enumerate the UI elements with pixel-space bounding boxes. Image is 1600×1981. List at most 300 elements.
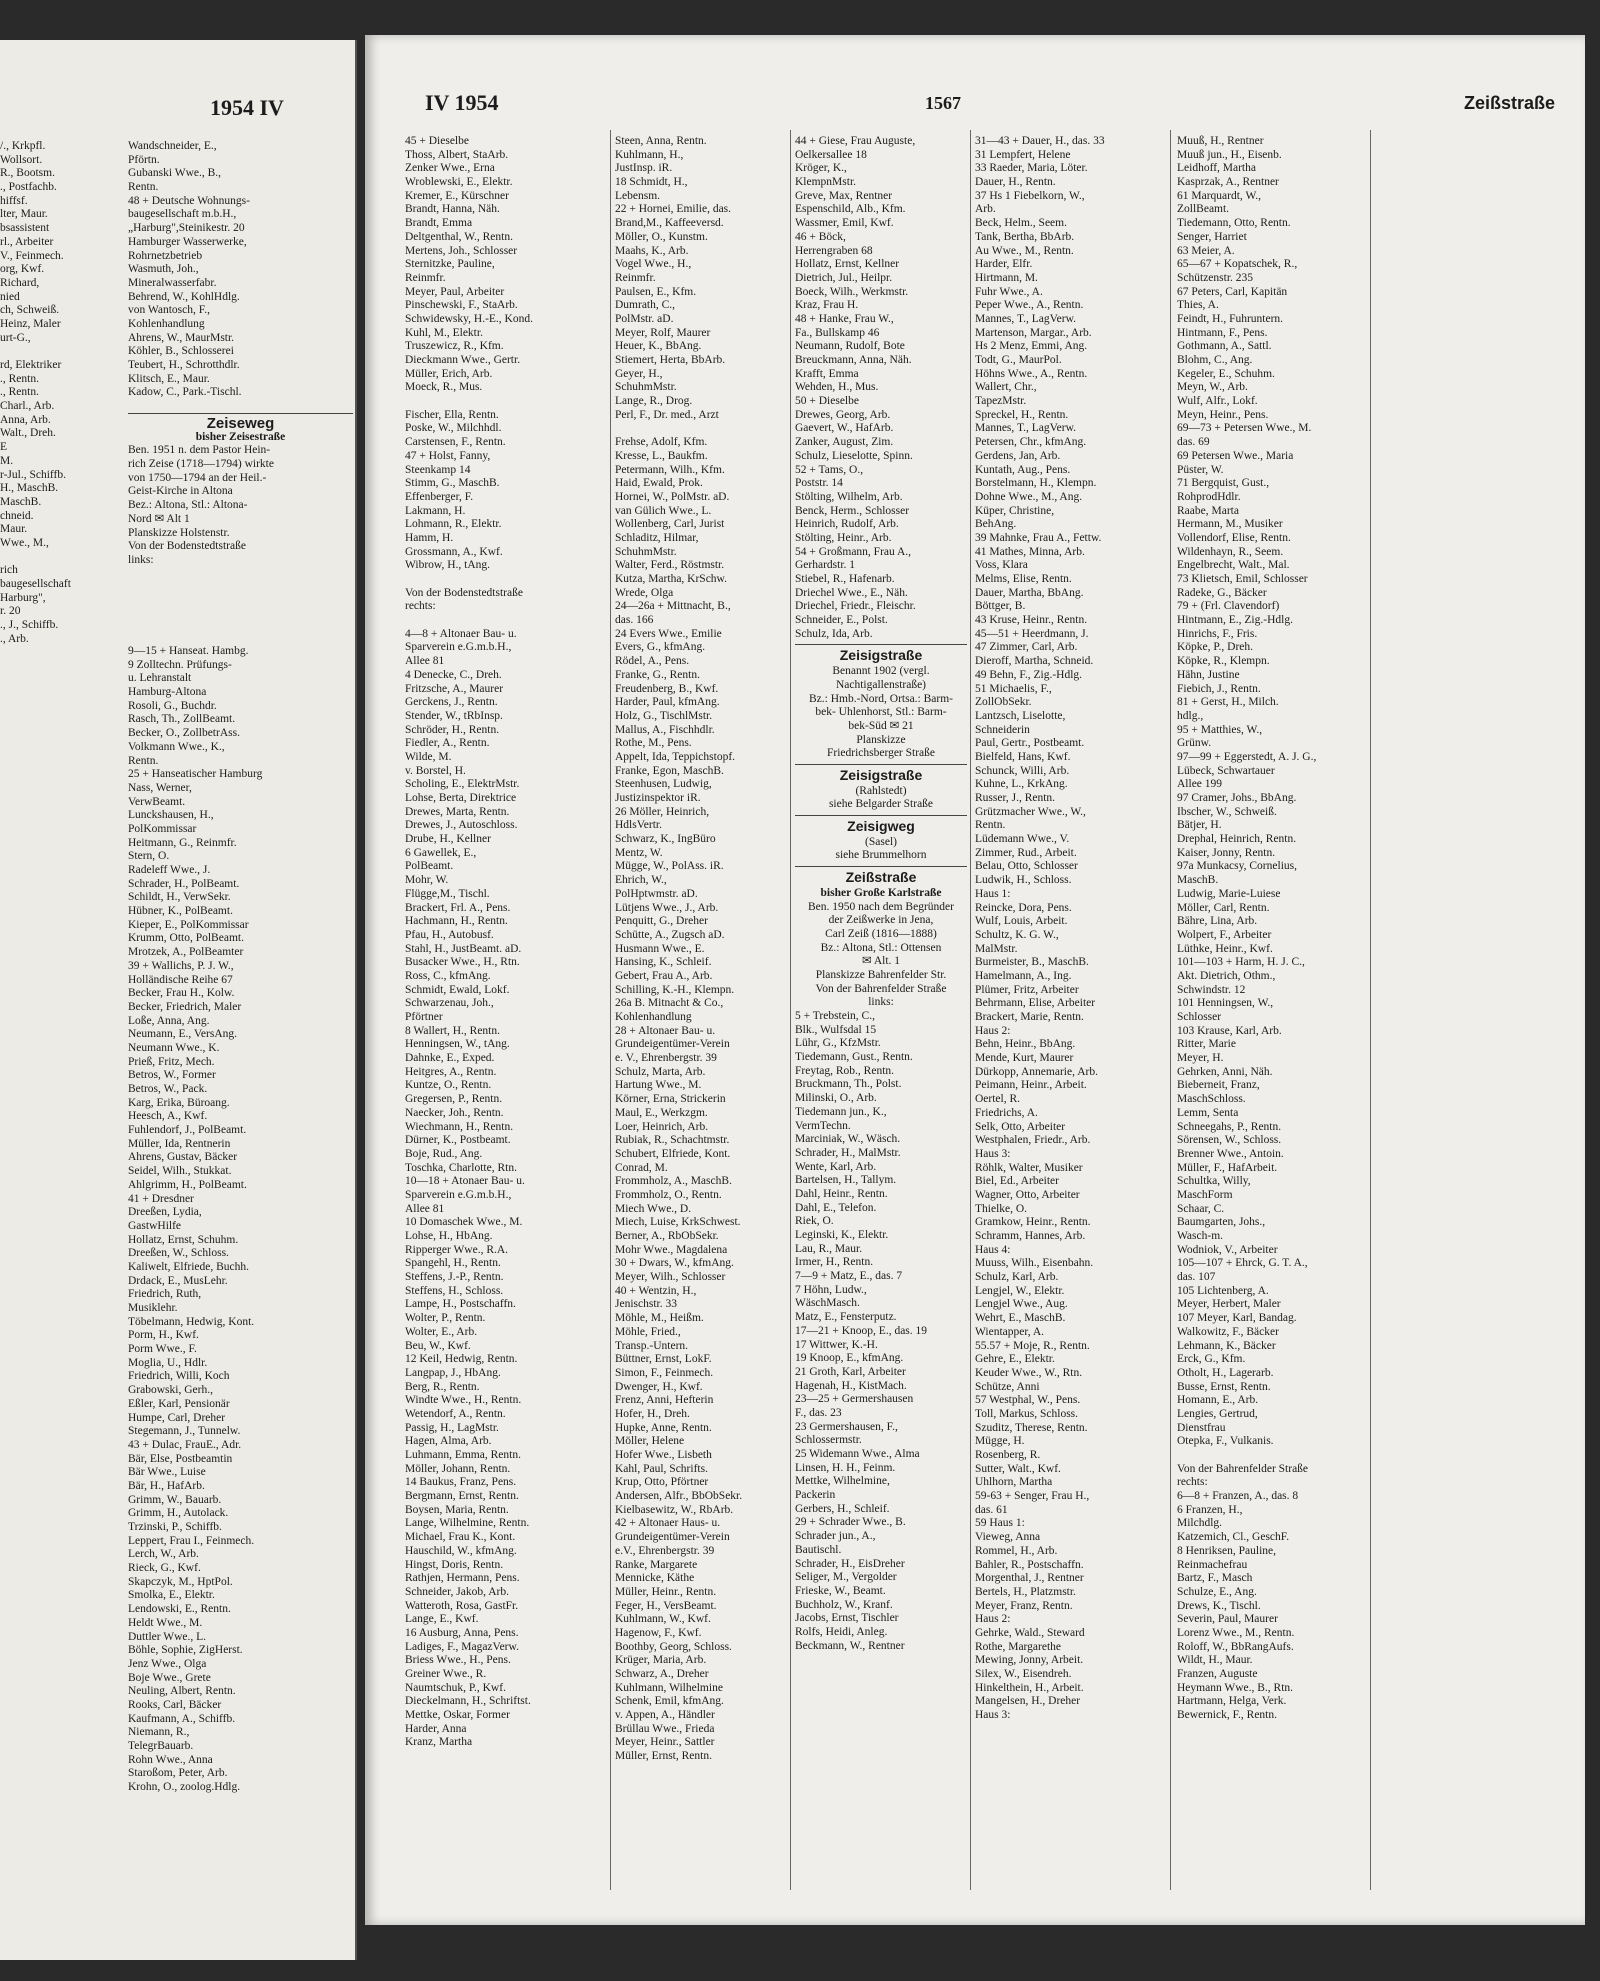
directory-line: Belau, Otto, Schlosser xyxy=(975,860,1078,873)
directory-line: Haus 2: xyxy=(975,1024,1011,1037)
directory-line: Breuckmann, Anna, Näh. xyxy=(795,354,912,366)
directory-line: Frieske, W., Beamt. xyxy=(795,1584,886,1597)
directory-line: Conrad, M. xyxy=(615,1161,668,1174)
directory-line: Dahl, Heinr., Rentn. xyxy=(795,1187,888,1200)
directory-line: Rommel, H., Arb. xyxy=(975,1544,1058,1557)
directory-line: Lühr, G., KfzMstr. xyxy=(795,1037,881,1050)
directory-line: Akt. Dietrich, Othm., xyxy=(1177,969,1276,982)
directory-line: Klitsch, E., Maur. xyxy=(128,372,210,385)
directory-line: Brandt, Emma xyxy=(405,217,473,230)
directory-line: Brandt, Hanna, Näh. xyxy=(405,203,500,216)
directory-line: Lohse, Berta, Direktrice xyxy=(405,792,517,804)
directory-line: Pinschewski, F., StaArb. xyxy=(405,299,518,312)
directory-line: Bz.: Hmb.-Nord, Ortsa.: Barm- xyxy=(808,692,954,705)
directory-line: Müller, Erich, Arb. xyxy=(405,367,493,380)
directory-line: Freytag, Rob., Rentn. xyxy=(795,1064,895,1077)
directory-line: 43 Kruse, Heinr., Rentn. xyxy=(975,614,1088,627)
directory-line: Meyer, Franz, Rentn. xyxy=(975,1599,1073,1612)
directory-line: Bieberneit, Franz, xyxy=(1177,1079,1260,1092)
directory-line: 45 + Dieselbe xyxy=(405,135,469,147)
directory-line: 43 + Dulac, FrauE., Adr. xyxy=(128,1438,242,1451)
directory-line: Seliger, M., Vergolder xyxy=(795,1571,897,1584)
directory-line: Maahs, K., Arb. xyxy=(615,244,689,257)
directory-line: 10 Domaschek Wwe., M. xyxy=(405,1216,523,1229)
directory-line: Wehden, H., Mus. xyxy=(795,381,879,394)
directory-line: Schneiderin xyxy=(975,723,1030,736)
directory-line: Frenz, Anni, Hefterin xyxy=(615,1394,714,1407)
directory-line: Reincke, Dora, Pens. xyxy=(975,901,1072,914)
directory-line: 7—9 + Matz, E., das. 7 xyxy=(795,1270,903,1283)
directory-line: v. Appen, A., Händler xyxy=(615,1709,715,1722)
directory-line: Kraz, Frau H. xyxy=(795,299,859,312)
directory-line: 57 Westphal, W., Pens. xyxy=(975,1394,1081,1407)
directory-line: Krohn, O., zoolog.Hdlg. xyxy=(128,1781,241,1794)
directory-line: Krup, Otto, Pförtner xyxy=(615,1476,709,1489)
directory-line: Greve, Max, Rentner xyxy=(795,189,893,202)
directory-line: „Harburg",Steinikestr. 20 xyxy=(128,222,245,235)
directory-line: Steenhusen, Ludwig, xyxy=(615,778,712,791)
directory-line: Hübner, K., PolBeamt. xyxy=(128,905,233,918)
directory-line: Wientapper, A. xyxy=(975,1325,1045,1338)
directory-line: Mügge, H. xyxy=(975,1435,1025,1448)
directory-line: Hermann, M., Musiker xyxy=(1177,518,1283,531)
directory-line: Hofer, H., Dreh. xyxy=(615,1407,690,1420)
directory-line: Radeleff Wwe., J. xyxy=(128,864,211,876)
directory-line: PolKommissar xyxy=(128,822,197,835)
directory-line: Katzemich, Cl., GeschF. xyxy=(1177,1531,1290,1544)
directory-line: 18 Schmidt, H., xyxy=(615,176,688,189)
directory-line: Müller, Ida, Rentnerin xyxy=(128,1137,231,1150)
directory-line: Boysen, Maria, Rentn. xyxy=(405,1503,509,1516)
directory-line: Lange, Wilhelmine, Rentn. xyxy=(405,1517,530,1530)
directory-line: Blohm, C., Ang. xyxy=(1177,354,1253,366)
directory-line: Gerbers, H., Schleif. xyxy=(795,1502,890,1515)
left-page-header: 1954 IV xyxy=(210,95,284,120)
directory-line: Dreeßen, Lydia, xyxy=(128,1206,202,1219)
directory-line: Wulf, Louis, Arbeit. xyxy=(975,915,1068,928)
directory-line: das. 166 xyxy=(615,614,654,627)
directory-line: bek- Uhlenhorst, Stl.: Barm- xyxy=(815,706,947,719)
directory-line: Frehse, Adolf, Kfm. xyxy=(615,436,708,449)
directory-line: Schwarzenau, Joh., xyxy=(405,997,494,1010)
directory-line: e. V., Ehrenbergstr. 39 xyxy=(615,1052,717,1065)
directory-line: Seidel, Wilh., Stukkat. xyxy=(128,1165,232,1178)
directory-line: e.V., Ehrenbergstr. 39 xyxy=(615,1544,715,1557)
directory-line: Von der Bodenstedtstraße xyxy=(128,540,246,553)
directory-line: Reinmfr. xyxy=(405,271,446,284)
directory-line: Wibrow, H., tAng. xyxy=(405,559,491,572)
directory-line: Herrengraben 68 xyxy=(795,244,873,257)
directory-line: Frommholz, O., Rentn. xyxy=(615,1188,722,1201)
directory-line: Hupke, Anne, Rentn. xyxy=(615,1421,712,1434)
directory-line: Silex, W., Eisendreh. xyxy=(975,1668,1072,1680)
directory-line: Fiedler, A., Rentn. xyxy=(405,737,490,750)
directory-line: Mohr Wwe., Magdalena xyxy=(615,1243,728,1256)
directory-line: Wildenhayn, R., Seem. xyxy=(1177,545,1284,558)
directory-line: Dieckmann Wwe., Gertr. xyxy=(405,354,521,366)
directory-line: Senger, Harriet xyxy=(1177,230,1247,243)
directory-line: 24 Evers Wwe., Emilie xyxy=(615,627,722,640)
directory-line: 8 Wallert, H., Rentn. xyxy=(405,1024,500,1037)
directory-line: Möhle, M., Heißm. xyxy=(615,1312,704,1325)
directory-line: Köpke, P., Dreh. xyxy=(1177,641,1254,654)
directory-line: Hollatz, Ernst, Schuhm. xyxy=(128,1233,239,1246)
directory-line: Möller, Helene xyxy=(615,1435,685,1448)
directory-line: Trzinski, P., Schiffb. xyxy=(128,1521,222,1533)
directory-line: Duttler Wwe., L. xyxy=(128,1630,207,1643)
zeiseweg-lines xyxy=(128,444,353,567)
directory-line: 9—15 + Hanseat. Hambg. xyxy=(128,645,249,657)
column-rule xyxy=(610,130,611,1890)
directory-line: Lüdemann Wwe., V. xyxy=(975,833,1070,846)
directory-line: Dohne Wwe., M., Ang. xyxy=(975,490,1083,503)
directory-line: SchuhmMstr. xyxy=(615,381,677,394)
directory-line: Husmann Wwe., E. xyxy=(615,942,705,955)
directory-line: Dürkopp, Annemarie, Arb. xyxy=(975,1065,1098,1078)
directory-line: Schunck, Willi, Arb. xyxy=(975,764,1070,777)
directory-line: Bruckmann, Th., Polst. xyxy=(795,1078,902,1091)
directory-line: Muuss, Wilh., Eisenbahn. xyxy=(975,1257,1094,1270)
directory-line: Ripperger Wwe., R.A. xyxy=(405,1243,509,1256)
directory-line: Müller, Heinr., Rentn. xyxy=(615,1585,717,1598)
directory-line: Maur. xyxy=(0,523,28,536)
directory-line: Humpe, Carl, Dreher xyxy=(128,1411,226,1424)
directory-line: Langpap, J., HbAng. xyxy=(405,1366,501,1379)
directory-line: Rödel, A., Pens. xyxy=(615,655,690,668)
directory-line: Reinmachefrau xyxy=(1177,1558,1248,1571)
directory-line: Ritter, Marie xyxy=(1177,1038,1236,1051)
left-column-b xyxy=(128,140,353,400)
directory-line: 19 Knoop, E., kfmAng. xyxy=(795,1352,904,1365)
directory-line: Meyer, Heinr., Sattler xyxy=(615,1736,715,1749)
zeisigstrasse-title: Zeisigstraße xyxy=(839,647,923,664)
directory-line: Rentn. xyxy=(975,819,1006,832)
zeissstrasse-lines xyxy=(795,901,967,1011)
directory-line: Greiner Wwe., R. xyxy=(405,1668,487,1680)
directory-line: Franke, G., Rentn. xyxy=(615,668,700,681)
directory-line: Vieweg, Anna xyxy=(975,1531,1041,1544)
directory-line: hiffsf. xyxy=(0,194,28,207)
directory-line: 6 Gawellek, E., xyxy=(405,846,477,859)
directory-line: Packerin xyxy=(795,1489,836,1502)
directory-line: Busacker Wwe., H., Rtn. xyxy=(405,956,520,969)
directory-line: F., das. 23 xyxy=(795,1406,842,1419)
directory-line: 107 Meyer, Karl, Bandag. xyxy=(1177,1312,1297,1325)
directory-line: Kohlenhandlung xyxy=(128,317,205,330)
directory-line: Schulz, Lieselotte, Spinn. xyxy=(795,449,913,462)
directory-line: Severin, Paul, Maurer xyxy=(1177,1613,1278,1626)
directory-line: Martenson, Margar., Arb. xyxy=(975,326,1092,339)
page-number: 1567 xyxy=(925,93,961,113)
directory-line: Kaufmann, A., Schiffb. xyxy=(128,1712,236,1725)
directory-line: Dauer, Martha, BbAng. xyxy=(975,586,1084,599)
directory-line: Ranke, Margarete xyxy=(615,1558,698,1571)
directory-line: 105—107 + Ehrck, G. T. A., xyxy=(1177,1257,1308,1270)
directory-line: Krumm, Otto, PolBeamt. xyxy=(128,932,244,945)
directory-line: 12 Keil, Hedwig, Rentn. xyxy=(405,1353,518,1366)
directory-line: org, Kwf. xyxy=(0,263,45,276)
directory-line: GastwHilfe xyxy=(128,1219,182,1232)
directory-line: Sutter, Walt., Kwf. xyxy=(975,1462,1061,1475)
directory-line: Andersen, Alfr., BbObSekr. xyxy=(615,1490,743,1503)
directory-line: Watteroth, Rosa, GastFr. xyxy=(405,1599,519,1612)
directory-line: Tiedemann, Otto, Rentn. xyxy=(1177,217,1291,230)
directory-line: Gubanski Wwe., B., xyxy=(128,167,222,180)
directory-line: Grimm, W., Bauarb. xyxy=(128,1493,222,1506)
directory-line: 48 + Deutsche Wohnungs- xyxy=(128,194,250,207)
directory-line: Evers, G., kfmAng. xyxy=(615,641,706,654)
directory-line: Lampe, H., Postschaffn. xyxy=(405,1298,516,1311)
directory-line: Bz.: Altona, Stl.: Ottensen xyxy=(820,941,942,954)
directory-line: /., Krkpfl. xyxy=(0,140,46,152)
column-rule xyxy=(970,130,971,1890)
directory-line: H., MaschB. xyxy=(0,482,59,495)
directory-line: 22 + Hornei, Emilie, das. xyxy=(615,203,732,216)
directory-line: 50 + Dieselbe xyxy=(795,395,859,408)
directory-line: Nachtigallenstraße) xyxy=(835,678,927,691)
directory-line: Schützenstr. 235 xyxy=(1177,271,1254,284)
directory-line: Wassmer, Emil, Kwf. xyxy=(795,217,894,230)
directory-line: 44 + Giese, Frau Auguste, xyxy=(795,135,916,147)
directory-line: Schultz, K. G. W., xyxy=(975,928,1059,941)
directory-line: Meyer, Rolf, Maurer xyxy=(615,326,711,339)
directory-line: baugesellschaft xyxy=(0,578,71,590)
directory-line: Musiklehr. xyxy=(128,1302,178,1314)
directory-line: Pfau, H., Autobusf. xyxy=(405,928,494,941)
directory-line: Bewernick, F., Rentn. xyxy=(1177,1709,1278,1722)
directory-line: Schwindstr. 12 xyxy=(1177,983,1246,996)
directory-line: Wiechmann, H., Rentn. xyxy=(405,1120,514,1133)
directory-line: (Rahlstedt) xyxy=(855,784,907,797)
directory-line: Kuntath, Aug., Pens. xyxy=(975,463,1071,476)
directory-line: 101 Henningsen, W., xyxy=(1177,997,1274,1010)
directory-line: Hansing, K., Schleif. xyxy=(615,956,712,969)
zeiseweg-title: Zeiseweg xyxy=(206,415,275,432)
directory-line: Hachmann, H., Rentn. xyxy=(405,915,508,928)
directory-line: Bär Wwe., Luise xyxy=(128,1466,206,1479)
directory-line: Sörensen, W., Schloss. xyxy=(1177,1134,1282,1147)
directory-line: Kaliwelt, Elfriede, Buchh. xyxy=(128,1260,250,1273)
directory-line: Carl Zeiß (1816—1888) xyxy=(825,927,937,940)
directory-line: Otepka, F., Vulkanis. xyxy=(1177,1435,1274,1448)
directory-line: Becker, Friedrich, Maler xyxy=(128,1000,242,1013)
directory-line: Maul, E., Werkzgm. xyxy=(615,1106,708,1119)
directory-line: 97—99 + Eggerstedt, A. J. G., xyxy=(1177,750,1317,763)
directory-line: Geist-Kirche in Altona xyxy=(128,485,233,498)
directory-line: Jenz Wwe., Olga xyxy=(128,1657,207,1670)
directory-line: Drewes, Marta, Rentn. xyxy=(405,805,510,818)
directory-line: Hagen, Alma, Arb. xyxy=(405,1435,492,1448)
directory-line: Mannes, T., LagVerw. xyxy=(975,422,1077,435)
column-rule xyxy=(1370,130,1371,1890)
directory-line: bek-Süd ✉ 21 xyxy=(848,719,914,732)
directory-line: Sparverein e.G.m.b.H., xyxy=(405,641,512,654)
directory-line: Morgenthal, J., Rentner xyxy=(975,1572,1084,1585)
directory-line: Fa., Bullskamp 46 xyxy=(795,326,880,339)
directory-line: Püster, W. xyxy=(1177,463,1224,476)
directory-line: Wollenberg, Carl, Jurist xyxy=(615,518,725,531)
directory-line: Hinrichs, F., Fris. xyxy=(1177,627,1258,640)
directory-line: Loße, Anna, Ang. xyxy=(128,1014,210,1027)
directory-line: Linsen, H. H., Feinm. xyxy=(795,1461,896,1474)
directory-line: Lange, R., Drog. xyxy=(615,395,693,408)
directory-line xyxy=(615,422,787,436)
zeissstrasse-title: Zeißstraße xyxy=(845,869,917,886)
directory-line: BehAng. xyxy=(975,518,1017,531)
directory-line: Hamm, H. xyxy=(405,531,454,544)
directory-line: 17 Wittwer, K.-H. xyxy=(795,1338,878,1351)
directory-line: Schladitz, Hilmar, xyxy=(615,531,699,544)
directory-line: Neuling, Albert, Rentn. xyxy=(128,1685,236,1698)
directory-line: baugesellschaft m.b.H., xyxy=(128,208,237,221)
directory-line: Lantzsch, Liselotte, xyxy=(975,709,1066,722)
directory-line: 47 Zimmer, Carl, Arb. xyxy=(975,641,1078,654)
directory-line: Lunckshausen, H., xyxy=(128,809,214,822)
directory-line: Lorenz Wwe., M., Rentn. xyxy=(1177,1626,1295,1639)
entries-column-4 xyxy=(795,135,967,1653)
directory-line xyxy=(405,614,605,628)
directory-line: Heymann Wwe., B., Rtn. xyxy=(1177,1681,1294,1694)
column-rule xyxy=(790,130,791,1890)
directory-line: Rothe, M., Pens. xyxy=(615,737,692,750)
directory-line: 33 Raeder, Maria, Löter. xyxy=(975,162,1088,175)
directory-line: Schrader jun., A., xyxy=(795,1530,876,1543)
directory-line: Hs 2 Menz, Emmi, Ang. xyxy=(975,340,1088,353)
directory-line: 40 + Wentzin, H., xyxy=(615,1284,697,1297)
directory-line: Steffens, H., Schloss. xyxy=(405,1284,504,1297)
directory-line: ., J., Schiffb. xyxy=(0,619,59,632)
directory-line: Hingst, Doris, Rentn. xyxy=(405,1558,504,1571)
directory-line: Kuhl, M., Elektr. xyxy=(405,326,483,339)
zeisigstrasse-rahlstedt-title: Zeisigstraße xyxy=(839,766,923,783)
directory-line: MaschB. xyxy=(1177,874,1219,887)
directory-line: Porm Wwe., F. xyxy=(128,1343,197,1356)
directory-line: Homann, E., Arb. xyxy=(1177,1394,1259,1407)
entries-column-3 xyxy=(615,135,787,1764)
directory-line: Kuhlmann, H., xyxy=(615,148,684,161)
directory-line: Dietrich, Jul., Heilpr. xyxy=(795,271,893,284)
directory-line: Bartelsen, H., Tallym. xyxy=(795,1174,897,1187)
directory-line: Charl., Arb. xyxy=(0,400,55,413)
directory-line: Lendowski, E., Rentn. xyxy=(128,1603,231,1616)
directory-line: Dieckelmann, H., Schriftst. xyxy=(405,1695,531,1708)
directory-line: Moeck, R., Mus. xyxy=(405,381,483,394)
directory-line: Vollendorf, Elise, Rentn. xyxy=(1177,531,1291,544)
directory-line: Truszewicz, R., Kfm. xyxy=(405,340,504,353)
directory-line: Gaevert, W., HafArb. xyxy=(795,422,894,435)
directory-line: Gehre, E., Elektr. xyxy=(975,1353,1055,1366)
directory-line: Niemann, R., xyxy=(128,1726,190,1739)
directory-line: Voss, Klara xyxy=(975,559,1028,572)
directory-line: Sternitzke, Pauline, xyxy=(405,258,495,271)
directory-line: M. xyxy=(0,454,14,467)
directory-line: Haus 1: xyxy=(975,887,1011,900)
directory-line: Ludwig, Marie-Luiese xyxy=(1177,887,1281,900)
directory-line: Gehrken, Anni, Näh. xyxy=(1177,1065,1273,1078)
directory-line: Muuß, H., Rentner xyxy=(1177,135,1264,147)
directory-line: 21 Groth, Karl, Arbeiter xyxy=(795,1365,906,1378)
directory-line: Harder, Paul, kfmAng. xyxy=(615,696,720,709)
directory-line: Kahl, Paul, Schrifts. xyxy=(615,1462,708,1475)
directory-line: Lau, R., Maur. xyxy=(795,1242,863,1255)
directory-line: Haid, Ewald, Prok. xyxy=(615,477,703,490)
directory-line: Otholt, H., Lagerarb. xyxy=(1177,1366,1274,1379)
directory-line: Tiedemann jun., K., xyxy=(795,1105,887,1118)
directory-line: Driechel Wwe., E., Näh. xyxy=(795,586,908,599)
directory-line: Porm, H., Kwf. xyxy=(128,1329,199,1342)
directory-line: Benannt 1902 (vergl. xyxy=(832,665,930,678)
directory-line: Poske, W., Milchhdl. xyxy=(405,422,502,435)
directory-line: Raabe, Marta xyxy=(1177,504,1239,517)
directory-line: Hirtmann, M. xyxy=(975,271,1038,284)
directory-line: Bär, Else, Postbeamtin xyxy=(128,1452,233,1465)
directory-line: Petermann, Wilh., Kfm. xyxy=(615,463,725,476)
directory-line: rl., Arbeiter xyxy=(0,235,54,248)
directory-line: Wasmuth, Joh., xyxy=(128,263,199,276)
directory-line: Jenischstr. 33 xyxy=(615,1298,677,1311)
directory-line: Dwenger, H., Kwf. xyxy=(615,1380,703,1393)
directory-line: Wulf, Alfr., Lokf. xyxy=(1177,395,1258,408)
directory-line: Westphalen, Friedr., Arb. xyxy=(975,1134,1091,1147)
directory-line: Friedrichs, A. xyxy=(975,1106,1038,1119)
directory-line: 103 Krause, Karl, Arb. xyxy=(1177,1024,1282,1037)
directory-line: Smolka, E., Elektr. xyxy=(128,1589,215,1602)
directory-line: Rosoli, G., Buchdr. xyxy=(128,699,217,712)
directory-line: Effenberger, F. xyxy=(405,490,474,503)
directory-line: Schneider, E., Polst. xyxy=(795,614,888,627)
directory-line: Becker, O., ZollbetrAss. xyxy=(128,727,240,740)
directory-line: Burmeister, B., MaschB. xyxy=(975,956,1089,969)
directory-line: Brand,M., Kaffeeversd. xyxy=(615,217,724,230)
directory-line: KlempnMstr. xyxy=(795,176,857,189)
directory-line: Wroblewski, E., Elektr. xyxy=(405,176,513,189)
right-page xyxy=(365,35,1585,1925)
directory-line: VerwBeamt. xyxy=(128,795,186,808)
directory-line: Wwe., M., xyxy=(0,536,49,549)
directory-line: Thielke, O. xyxy=(975,1202,1028,1215)
directory-line: Von der Bodenstedtstraße xyxy=(405,586,523,599)
directory-line: Fischer, Ella, Rentn. xyxy=(405,408,499,421)
directory-line: Rentn. xyxy=(128,754,159,767)
directory-line: Thies, A. xyxy=(1177,299,1219,312)
directory-line: Dieroff, Martha, Schneid. xyxy=(975,655,1094,668)
directory-line: rich xyxy=(0,564,18,577)
directory-line: Bartz, F., Masch xyxy=(1177,1572,1253,1585)
directory-line: Szuditz, Therese, Rentn. xyxy=(975,1421,1088,1434)
directory-line: 52 + Tams, O., xyxy=(795,463,864,476)
directory-line: Steenkamp 14 xyxy=(405,463,471,476)
left-page xyxy=(0,40,357,1960)
directory-line: Betros, W., Pack. xyxy=(128,1083,208,1095)
directory-line: Penquitt, G., Dreher xyxy=(615,915,708,928)
directory-line: Stern, O. xyxy=(128,850,170,863)
directory-line: von 1750—1794 an der Heil.- xyxy=(128,471,267,484)
directory-line: Zenker Wwe., Erna xyxy=(405,162,495,175)
directory-line: Hamburger Wasserwerke, xyxy=(128,235,247,248)
directory-line: Lebensm. xyxy=(615,189,661,202)
directory-line: Wente, Karl, Arb. xyxy=(795,1160,877,1173)
directory-line: 105 Lichtenberg, A. xyxy=(1177,1284,1269,1297)
directory-line: Hollatz, Ernst, Kellner xyxy=(795,258,900,271)
directory-line: Simon, F., Feinmech. xyxy=(615,1366,714,1379)
directory-line: Brackert, Marie, Rentn. xyxy=(975,1011,1084,1023)
directory-line: Lemm, Senta xyxy=(1177,1106,1239,1119)
directory-line: Volkmann Wwe., K., xyxy=(128,740,225,753)
directory-line: Böttger, B. xyxy=(975,600,1026,613)
directory-line: Hartmann, Helga, Verk. xyxy=(1177,1695,1287,1708)
directory-line: Miech, Luise, KrkSchwest. xyxy=(615,1216,741,1229)
directory-line: Dauer, H., Rentn. xyxy=(975,176,1056,189)
